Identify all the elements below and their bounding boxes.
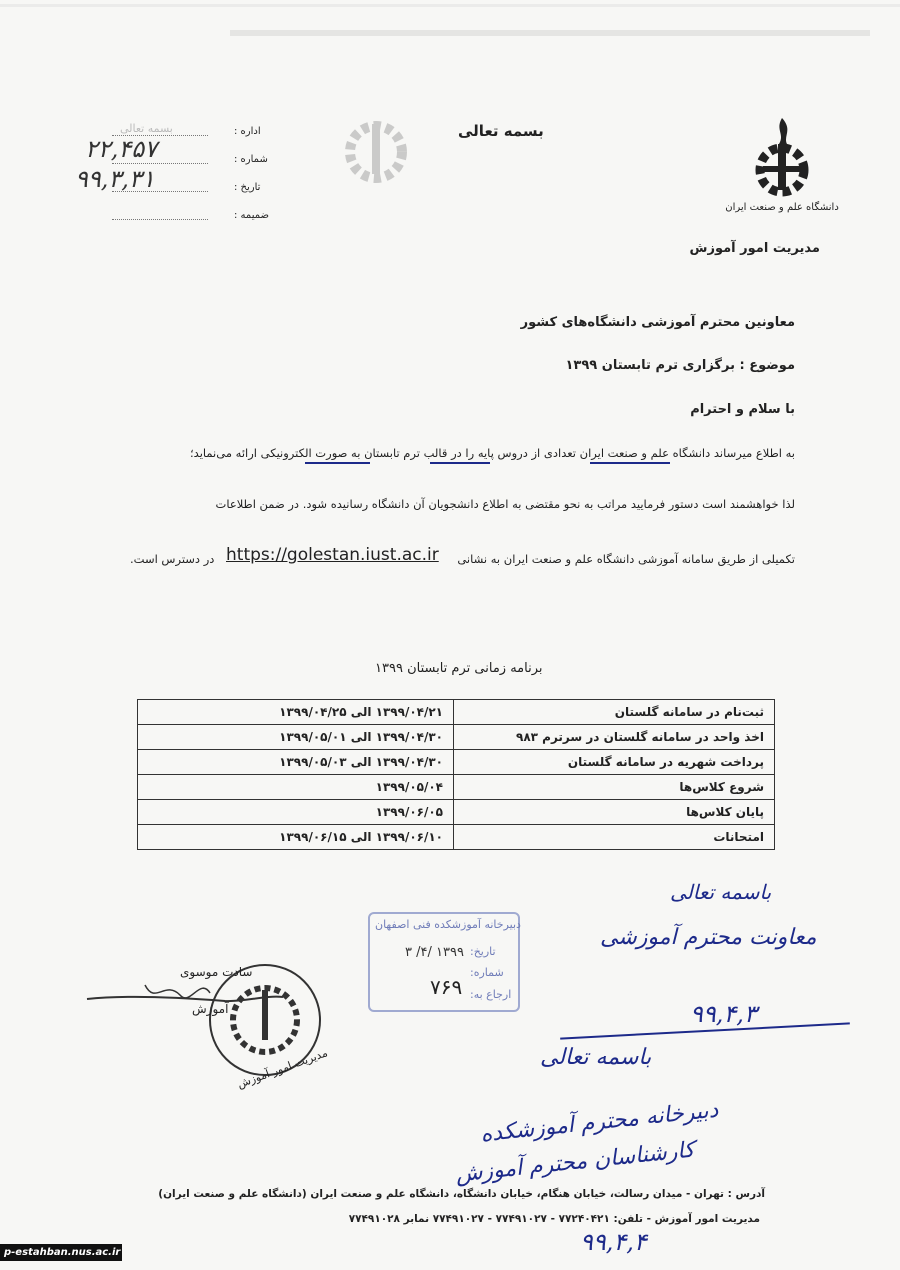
row-value: ۱۳۹۹/۰۴/۳۰ الی ۱۳۹۹/۰۵/۰۱ [138, 725, 454, 750]
footer-phones: مدیریت امور آموزش - تلفن: ۷۷۲۴۰۴۲۱ - ۷۷۴۹۱۰۲۷ - ۷۷۴۹۱۰۲۷ نمابر ۷۷۴۹۱۰۲۸ [348, 1213, 760, 1225]
row-label: اخذ واحد در سامانه گلستان در سرترم ۹۸۳ [454, 725, 775, 750]
paragraph-1: به اطلاع میرساند دانشگاه علم و صنعت ایران تعدادی از دروس پایه را در قالب ترم تابستان به صورت الکترونیکی ارائه می‌نماید؛ [190, 446, 795, 460]
source-badge[interactable]: p-estahban.nus.ac.ir [0, 1244, 122, 1261]
stamp-number-value: ۷۶۹ [430, 975, 463, 999]
row-value: ۱۳۹۹/۰۴/۳۰ الی ۱۳۹۹/۰۵/۰۳ [138, 750, 454, 775]
row-label: امتحانات [454, 825, 775, 850]
field-date: تاریخ : [234, 182, 261, 193]
stamp-ref-label: ارجاع به: [470, 988, 512, 1001]
row-label: پایان کلاس‌ها [454, 800, 775, 825]
row-value: ۱۳۹۹/۰۶/۱۰ الی ۱۳۹۹/۰۶/۱۵ [138, 825, 454, 850]
handwritten-note-2-date: ۹۹,۴,۴ [580, 1228, 647, 1256]
logo-text: دانشگاه علم و صنعت ایران [725, 202, 839, 213]
signature-stroke [85, 975, 285, 1015]
field-line [112, 163, 208, 164]
subject: موضوع : برگزاری ترم تابستان ۱۳۹۹ [565, 358, 795, 373]
table-row [138, 700, 775, 725]
table-row [138, 825, 775, 850]
handwritten-underline [590, 462, 670, 464]
stamp-number-label: شماره: [470, 966, 504, 979]
row-value: ۱۳۹۹/۰۵/۰۴ [138, 775, 454, 800]
seal-text: مدیریت امور آموزش [235, 1046, 330, 1091]
handwritten-underline [430, 462, 490, 464]
row-value: ۱۳۹۹/۰۴/۲۱ الی ۱۳۹۹/۰۴/۲۵ [138, 700, 454, 725]
row-label: پرداخت شهریه در سامانه گلستان [454, 750, 775, 775]
scan-artifact [230, 30, 870, 36]
paragraph-2: لذا خواهشمند است دستور فرمایید مراتب به نحو مقتضی به اطلاع دانشجویان آن دانشگاه رسانیده شود. در ضمن اطلاعات [215, 497, 795, 511]
faded-bismillah: بسمه تعالی [120, 122, 173, 135]
signer-role: آموزش [192, 1002, 229, 1016]
paragraph-3-prefix: تکمیلی از طریق سامانه آموزشی دانشگاه علم و صنعت ایران به نشانی [457, 552, 795, 566]
stamp-date-label: تاریخ: [470, 945, 496, 958]
greeting: با سلام و احترام [690, 402, 795, 417]
handwritten-note-1-line-1: باسمه تعالی [670, 880, 772, 904]
schedule-table [137, 699, 775, 850]
scan-artifact [0, 4, 900, 7]
row-value: ۱۳۹۹/۰۶/۰۵ [138, 800, 454, 825]
stamp-date-value: ۱۳۹۹ /۴/ ۳ [405, 945, 464, 960]
handwritten-number: ۲۲,۴۵۷ [85, 135, 158, 163]
handwritten-note-1-date: ۹۹,۴,۳ [690, 1000, 757, 1028]
table-row [138, 775, 775, 800]
handwritten-note-2-line-3: کارشناسان محترم آموزش [454, 1137, 696, 1188]
signer-name: سادت موسوی [180, 965, 253, 979]
golestan-link[interactable]: https://golestan.iust.ac.ir [226, 545, 439, 565]
schedule-title: برنامه زمانی ترم تابستان ۱۳۹۹ [375, 661, 543, 676]
footer-address: آدرس : تهران - میدان رسالت، خیابان هنگام، خیابان دانشگاه، دانشگاه علم و صنعت ایران (دانشگاه علم و صنعت ایران) [158, 1188, 765, 1200]
paragraph-3-suffix: در دسترس است. [130, 552, 215, 566]
admin-title: مدیریت امور آموزش [689, 241, 820, 256]
table-row [138, 725, 775, 750]
recipient: معاونین محترم آموزشی دانشگاه‌های کشور [520, 315, 795, 330]
field-attachment: ضمیمه : [234, 210, 269, 221]
field-number: شماره : [234, 154, 268, 165]
faded-emblem [336, 110, 416, 200]
handwritten-underline [305, 462, 370, 464]
handwritten-note-2-line-2: دبیرخانه محترم آموزشکده [479, 1097, 720, 1148]
handwritten-note-1-line-2: معاونت محترم آموزشی [600, 925, 817, 950]
stamp-org: دبیرخانه آموزشکده فنی اصفهان [375, 918, 521, 931]
row-label: شروع کلاس‌ها [454, 775, 775, 800]
handwritten-note-2-line-1: باسمه تعالی [540, 1045, 652, 1070]
row-label: ثبت‌نام در سامانه گلستان [454, 700, 775, 725]
bismillah: بسمه تعالی [458, 122, 544, 140]
university-logo [725, 110, 839, 215]
table-row [138, 800, 775, 825]
table-row [138, 750, 775, 775]
field-line [112, 219, 208, 220]
field-department: اداره : [234, 126, 261, 137]
handwritten-date: ۹۹,۳,۳۱ [75, 165, 155, 193]
